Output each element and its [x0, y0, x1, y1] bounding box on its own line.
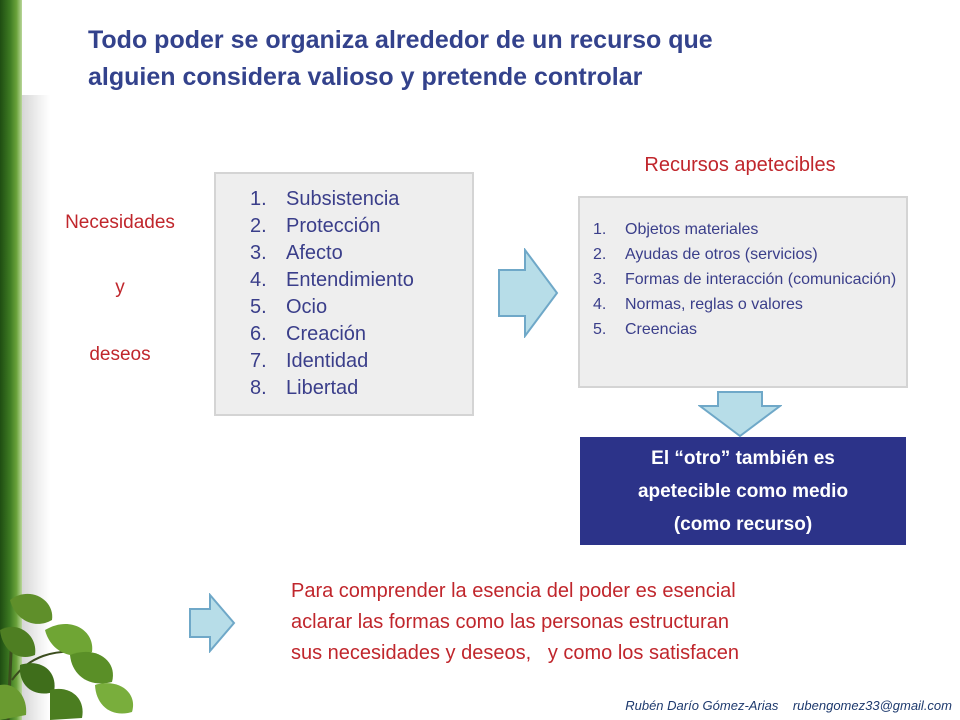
list-item-number: 1. — [250, 188, 267, 210]
list-item-text: Normas, reglas o valores — [625, 296, 803, 313]
list-item-number: 3. — [593, 271, 607, 288]
list-item-text: Afecto — [286, 242, 343, 264]
page-title — [88, 22, 888, 96]
list-item — [593, 217, 898, 242]
list-item-number: 2. — [593, 246, 607, 263]
list-item-number: 2. — [250, 215, 267, 237]
conclusion-arrow-icon — [188, 593, 236, 653]
list-item-number: 4. — [593, 296, 607, 313]
title-line-2: alguien considera valioso y pretende controlar — [88, 63, 643, 91]
needs-box — [214, 172, 474, 416]
left-label-y: y — [115, 277, 125, 298]
resources-list — [593, 217, 898, 342]
list-item — [593, 317, 898, 342]
otro-highlight-box — [580, 437, 906, 545]
needs-list — [250, 186, 414, 402]
list-item-number: 3. — [250, 242, 267, 264]
list-item-number: 6. — [250, 323, 267, 345]
list-item-text: Subsistencia — [286, 188, 400, 210]
list-item-text: Creencias — [625, 321, 698, 338]
right-arrow-icon — [497, 248, 559, 338]
list-item-number: 5. — [593, 321, 607, 338]
list-item — [250, 375, 414, 402]
conclusion-line-3: sus necesidades y deseos, y como los satisfacen — [291, 642, 740, 664]
list-item-text: Ayudas de otros (servicios) — [625, 246, 818, 263]
plant-decoration — [0, 560, 150, 720]
list-item-text: Ocio — [286, 296, 328, 318]
resources-title: Recursos apetecibles — [644, 154, 836, 176]
list-item-text: Formas de interacción (comunicación) — [625, 271, 897, 288]
resources-box — [578, 196, 908, 388]
down-arrow-icon — [698, 390, 782, 438]
title-line-1: Todo poder se organiza alrededor de un recurso que — [88, 26, 713, 54]
list-item-number: 4. — [250, 269, 267, 291]
list-item — [250, 240, 414, 267]
list-item — [593, 292, 898, 317]
conclusion-text — [291, 576, 851, 669]
list-item — [593, 267, 898, 292]
list-item-number: 1. — [593, 221, 607, 238]
list-item-text: Objetos materiales — [625, 221, 759, 238]
left-label-deseos: deseos — [89, 344, 151, 365]
list-item — [250, 294, 414, 321]
otro-line-3: (como recurso) — [673, 513, 813, 535]
list-item-number: 8. — [250, 377, 267, 399]
list-item-text: Creación — [286, 323, 367, 345]
list-item-text: Identidad — [286, 350, 369, 372]
otro-line-2: apetecible como medio — [637, 480, 849, 502]
list-item — [250, 213, 414, 240]
list-item — [250, 267, 414, 294]
otro-line-1: El “otro” también es — [651, 447, 835, 469]
conclusion-line-1: Para comprender la esencia del poder es esencial — [291, 580, 736, 602]
list-item-text: Libertad — [286, 377, 359, 399]
list-item-number: 7. — [250, 350, 267, 372]
author-footer: Rubén Darío Gómez-Arias rubengomez33@gmail.com — [625, 698, 952, 713]
list-item — [250, 321, 414, 348]
list-item-text: Entendimiento — [286, 269, 414, 291]
conclusion-line-2: aclarar las formas como las personas estructuran — [291, 611, 729, 633]
list-item-number: 5. — [250, 296, 267, 318]
list-item — [593, 242, 898, 267]
list-item — [250, 348, 414, 375]
list-item-text: Protección — [286, 215, 381, 237]
left-label-necesidades: Necesidades — [65, 212, 175, 233]
list-item — [250, 186, 414, 213]
